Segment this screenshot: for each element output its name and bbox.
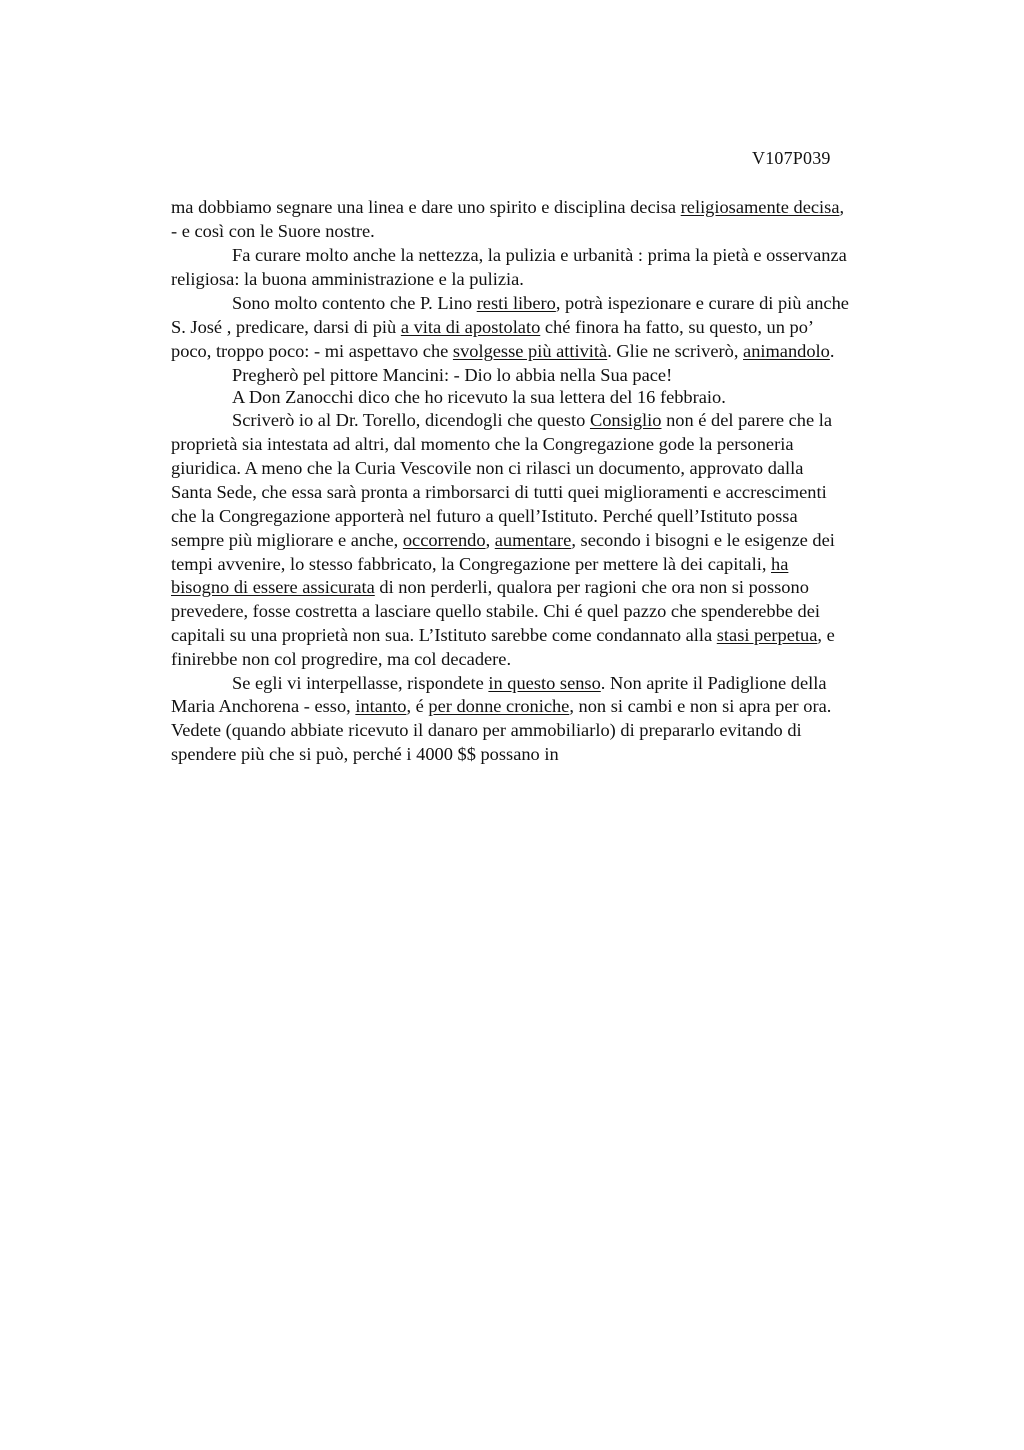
text-segment: capitali su una proprietà non sua. L’Istituto sarebbe come condannato alla — [171, 625, 717, 645]
text-line — [171, 481, 827, 503]
text-segment: , — [485, 530, 495, 550]
text-segment: poco, troppo poco: - mi aspettavo che — [171, 341, 453, 361]
underlined-text: in questo senso — [488, 673, 601, 693]
text-line — [171, 648, 511, 670]
underlined-text: Consiglio — [589, 410, 662, 430]
text-segment: non é del parere che la — [661, 410, 833, 430]
text-segment: Santa Sede, che essa sarà pronta a rimborsarci di tutti quei miglioramenti e accrescimenti — [171, 482, 827, 502]
text-segment: proprietà sia intestata ad altri, dal momento che la Congregazione gode la personeria — [171, 434, 794, 454]
text-line — [171, 719, 802, 741]
underlined-text: bisogno di essere assicurata — [171, 577, 375, 597]
text-segment: Pregherò pel pittore Mancini: - Dio lo abbia nella Sua pace! — [232, 365, 673, 385]
text-line — [171, 316, 814, 338]
text-segment: , non si cambi e non si apra per ora. — [569, 696, 832, 716]
text-line — [171, 529, 835, 551]
text-segment: . — [829, 341, 835, 361]
text-line — [232, 672, 827, 694]
underlined-text: stasi perpetua — [716, 625, 818, 645]
text-line — [171, 695, 831, 717]
text-segment: , — [839, 197, 845, 217]
text-segment: sempre più migliorare e anche, — [171, 530, 403, 550]
underlined-text: resti libero — [476, 293, 556, 313]
text-segment: A Don Zanocchi dico che ho ricevuto la sua lettera del 16 febbraio. — [232, 387, 726, 407]
text-segment: , secondo i bisogni e le esigenze dei — [571, 530, 835, 550]
underlined-text: a vita di apostolato — [400, 317, 541, 337]
text-line — [232, 409, 832, 431]
text-segment: Scriverò io al Dr. Torello, dicendogli che questo — [232, 410, 590, 430]
text-line — [232, 244, 847, 266]
text-line — [171, 433, 794, 455]
text-line — [232, 386, 726, 408]
text-line — [171, 220, 375, 242]
page-id: V107P039 — [752, 148, 831, 168]
text-segment: Vedete (quando abbiate ricevuto il danaro per ammobiliarlo) di prepararlo evitando di — [171, 720, 802, 740]
underlined-text: occorrendo — [402, 530, 486, 550]
text-line — [232, 292, 849, 314]
underlined-text: animandolo — [743, 341, 830, 361]
text-line — [171, 743, 559, 765]
text-segment: spendere più che si può, perché i 4000 $$ possano in — [171, 744, 559, 764]
text-line — [171, 340, 834, 362]
text-segment: giuridica. A meno che la Curia Vescovile non ci rilasci un documento, approvato dalla — [171, 458, 804, 478]
text-segment: ché finora ha fatto, su questo, un po’ — [540, 317, 815, 337]
underlined-text: aumentare — [494, 530, 572, 550]
text-line — [171, 553, 788, 575]
text-line — [171, 196, 844, 218]
text-segment: Sono molto contento che P. Lino — [232, 293, 477, 313]
text-line — [171, 268, 524, 290]
text-segment: - e così con le Suore nostre. — [171, 221, 375, 241]
underlined-text: religiosamente decisa — [680, 197, 840, 217]
text-segment: Fa curare molto anche la nettezza, la pulizia e urbanità : prima la pietà e osservanza — [232, 245, 847, 265]
text-segment: . Non aprite il Padiglione della — [600, 673, 827, 693]
underlined-text: ha — [771, 554, 789, 574]
text-line — [171, 576, 809, 598]
text-line — [171, 457, 803, 479]
underlined-text: intanto — [355, 696, 407, 716]
text-segment: Maria Anchorena - esso, — [171, 696, 356, 716]
text-segment: , e — [817, 625, 835, 645]
text-segment: che la Congregazione apporterà nel futuro a quell’Istituto. Perché quell’Istituto possa — [171, 506, 798, 526]
underlined-text: per donne croniche — [428, 696, 570, 716]
text-segment: finirebbe non col progredire, ma col decadere. — [171, 649, 512, 669]
text-segment: ma dobbiamo segnare una linea e dare uno spirito e disciplina decisa — [171, 197, 681, 217]
underlined-text: svolgesse più attività — [452, 341, 608, 361]
text-line — [232, 364, 672, 386]
text-segment: religiosa: la buona amministrazione e la pulizia. — [171, 269, 524, 289]
text-line — [171, 505, 798, 527]
text-segment: prevedere, fosse costretta a lasciare quello stabile. Chi é quel pazzo che spenderebbe dei — [171, 601, 820, 621]
text-segment: , é — [406, 696, 429, 716]
text-line — [171, 624, 835, 646]
text-segment: Se egli vi interpellasse, rispondete — [232, 673, 489, 693]
text-segment: , potrà ispezionare e curare di più anche — [555, 293, 849, 313]
text-segment: S. José , predicare, darsi di più — [171, 317, 401, 337]
text-segment: di non perderli, qualora per ragioni che ora non si possono — [374, 577, 809, 597]
text-segment: tempi avvenire, lo stesso fabbricato, la Congregazione per mettere là dei capitali, — [171, 554, 772, 574]
text-line — [171, 600, 820, 622]
text-segment: . Glie ne scriverò, — [607, 341, 744, 361]
